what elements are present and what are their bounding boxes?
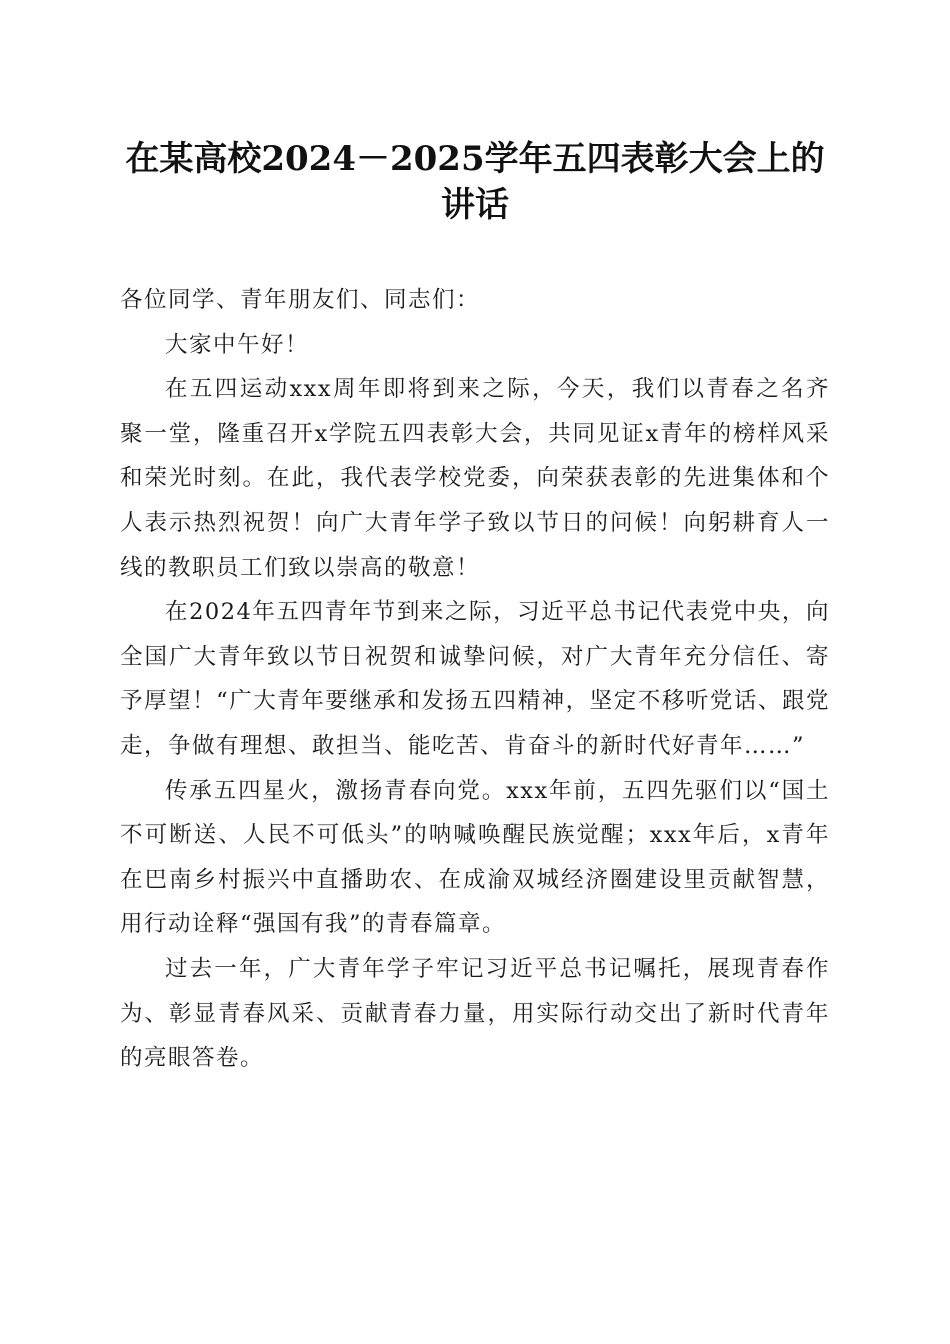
document-title — [100, 136, 850, 228]
paragraph-opening: 在五四运动xxx周年即将到来之际，今天，我们以青春之名齐聚一堂，隆重召开x学院五四表彰大会，共同见证x青年的榜样风采和荣光时刻。在此，我代表学校党委，向荣获表彰的先进集体和个人表示热烈祝贺！向广大青年学子致以节日的问候！向躬耕育人一线的教职员工们致以崇高的敬意！ — [120, 376, 830, 581]
paragraph-past-year: 过去一年，广大青年学子牢记习近平总书记嘱托，展现青春作为、彰显青春风采、贡献青春力量，用实际行动交出了新时代青年的亮眼答卷。 — [120, 955, 830, 1072]
paragraph-xi-message: 在2024年五四青年节到来之际，习近平总书记代表党中央，向全国广大青年致以节日祝贺和诚挚问候，对广大青年充分信任、寄予厚望！“广大青年要继承和发扬五四精神，坚定不移听党话、跟党走，争做有理想、敢担当、能吃苦、肯奋斗的新时代好青年……” — [120, 599, 830, 759]
document-body — [120, 278, 830, 1081]
paragraph-greeting: 大家中午好！ — [165, 331, 310, 358]
salutation: 各位同学、青年朋友们、同志们： — [120, 287, 481, 313]
title-line-2: 讲话 — [441, 185, 509, 225]
title-line-1: 在某高校2024－2025学年五四表彰大会上的 — [125, 139, 825, 179]
paragraph-heritage: 传承五四星火，激扬青春向党。xxx年前，五四先驱们以“国土不可断送、人民不可低头”的呐喊唤醒民族觉醒；xxx年后，x青年在巴南乡村振兴中直播助农、在成渝双城经济圈建设里贡献智慧，用行动诠释“强国有我”的青春篇章。 — [120, 777, 830, 938]
